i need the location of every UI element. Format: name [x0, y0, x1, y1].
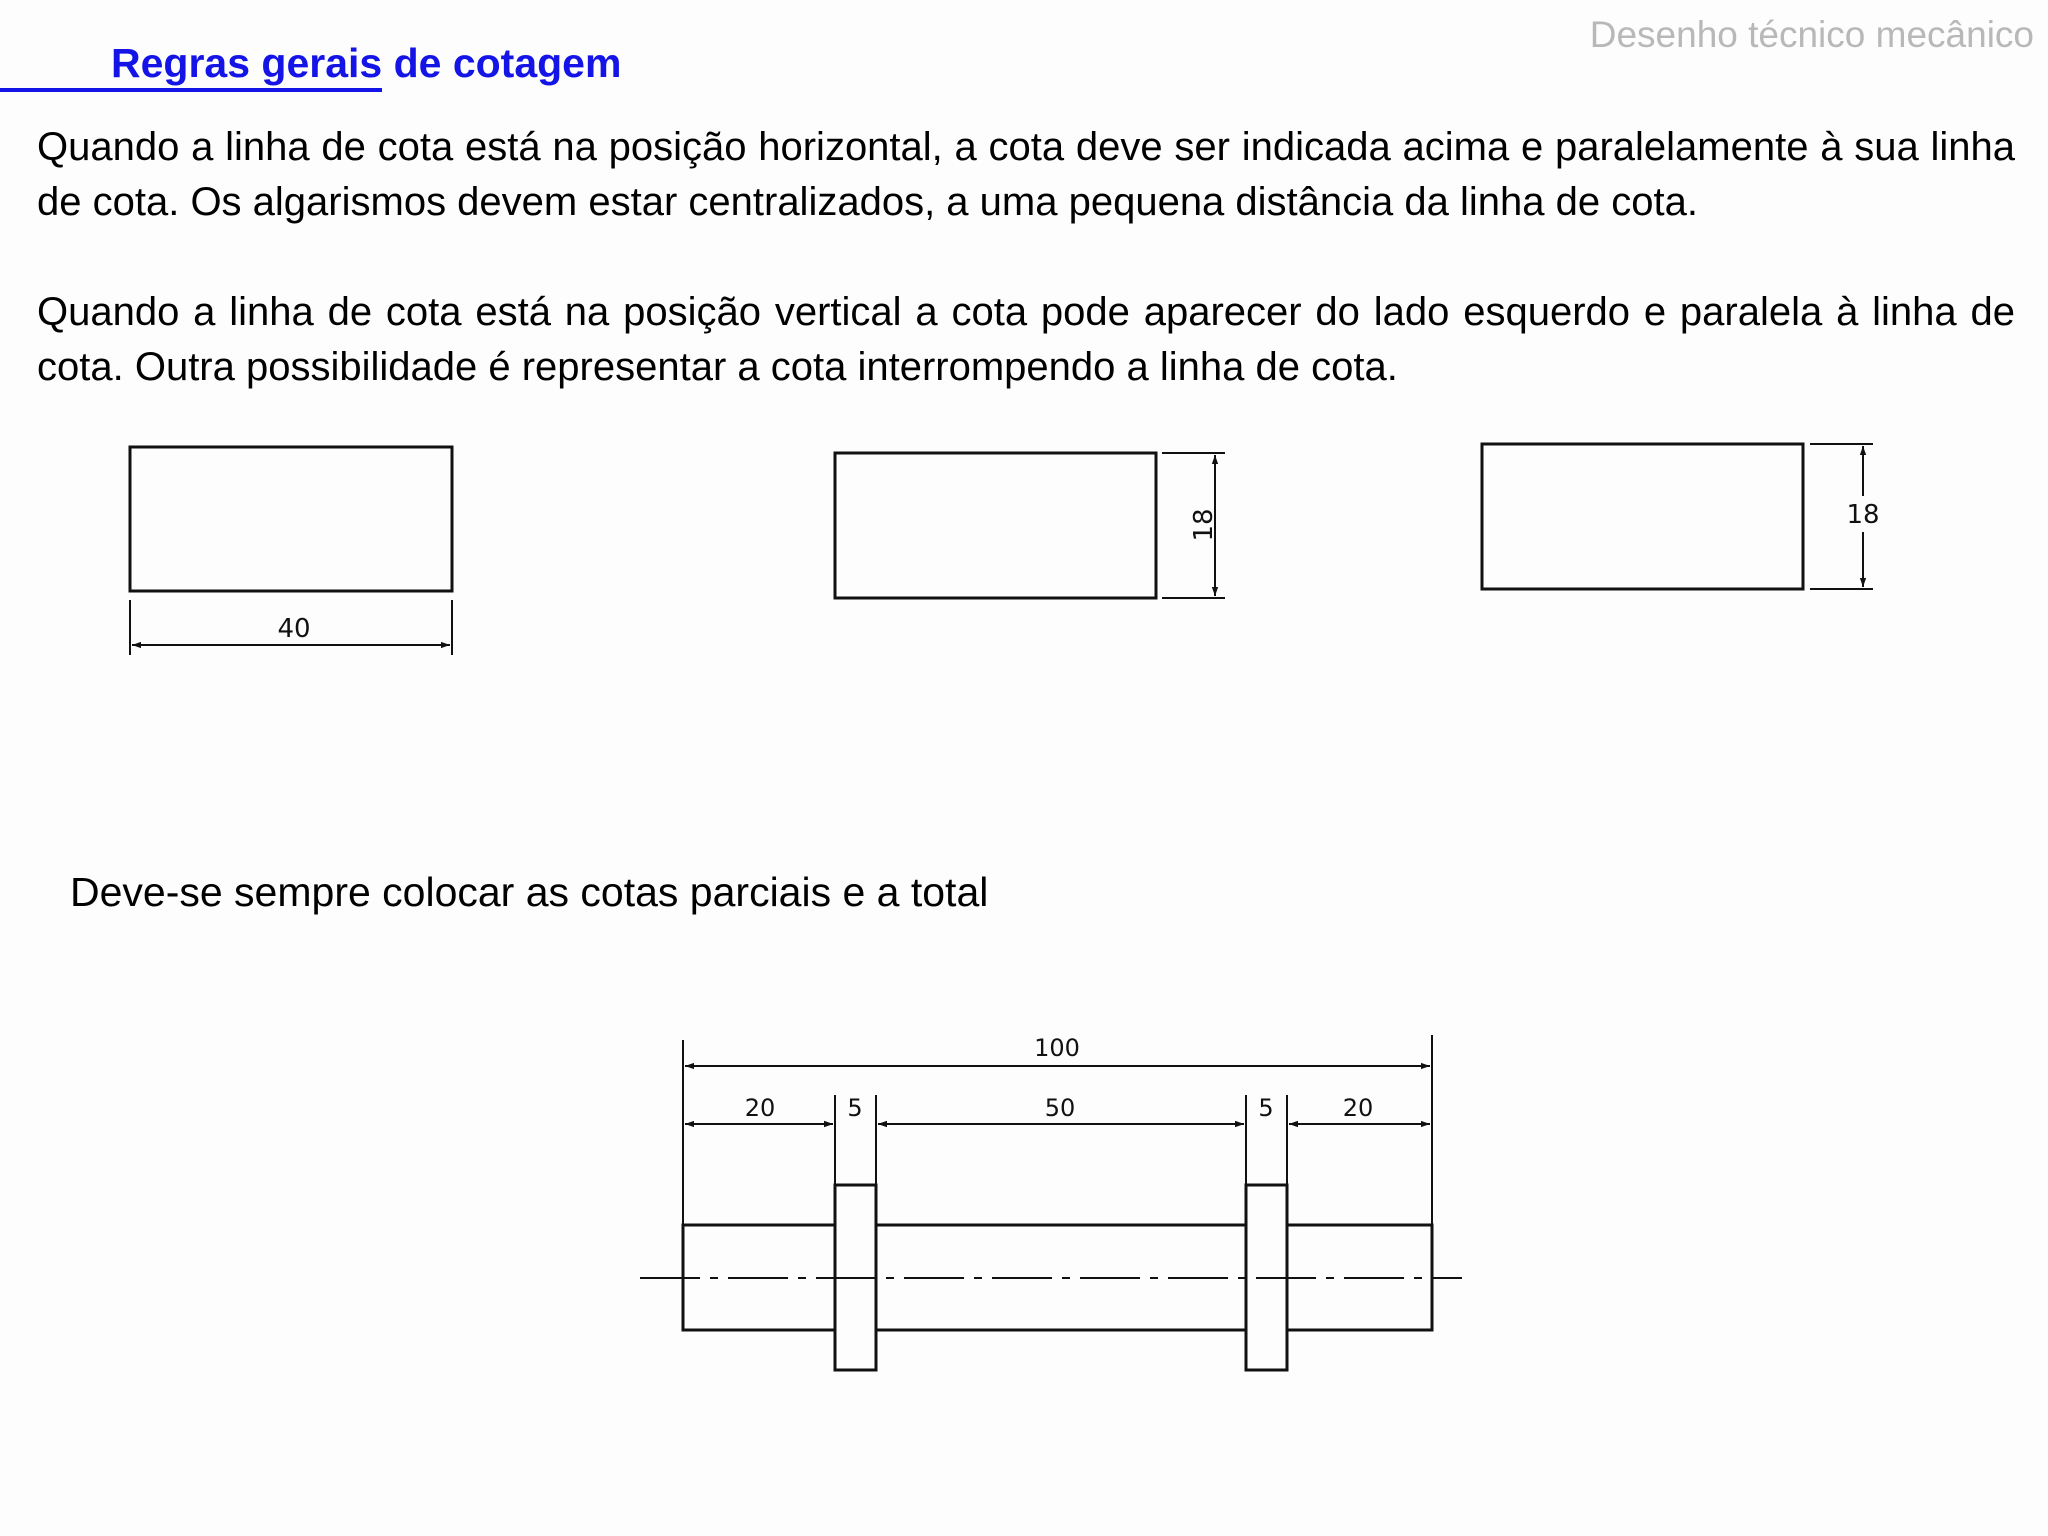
dimension-value: 40	[277, 614, 311, 644]
partial-dimension-value: 20	[1342, 1094, 1374, 1122]
rectangle-part	[835, 453, 1156, 598]
dimension-value: 18	[1846, 500, 1880, 530]
figure-horizontal-dimension	[130, 447, 452, 655]
figure-vertical-dimension-rotated	[835, 453, 1225, 598]
paragraph-horizontal-rule: Quando a linha de cota está na posição horizontal, a cota deve ser indicada acima e paralelamente à sua linha de cota. Os algarismos devem estar centralizados, a uma pequena distância da linha de cota.	[37, 125, 2015, 224]
partial-dimension-value: 5	[847, 1094, 863, 1122]
rectangle-part	[130, 447, 452, 591]
total-dimension-value: 100	[1034, 1034, 1080, 1062]
figure-vertical-dimension-interrupted	[1482, 444, 1880, 589]
partial-dimension-value: 20	[744, 1094, 776, 1122]
page-title: Regras gerais de cotagem	[111, 40, 622, 86]
dimension-value: 18	[1189, 508, 1219, 542]
figure-shaft	[640, 1034, 1462, 1370]
partial-dimension-value: 50	[1044, 1094, 1076, 1122]
partial-dimension-value: 5	[1258, 1094, 1274, 1122]
rectangle-part	[1482, 444, 1803, 589]
shaft-caption: Deve-se sempre colocar as cotas parciais e a total	[70, 869, 989, 915]
paragraph-vertical-rule: Quando a linha de cota está na posição vertical a cota pode aparecer do lado esquerdo e paralela à linha de cota. Outra possibilidade é representar a cota interrompendo a linha de cota.	[37, 290, 2015, 389]
subject-header: Desenho técnico mecânico	[1589, 14, 2034, 55]
